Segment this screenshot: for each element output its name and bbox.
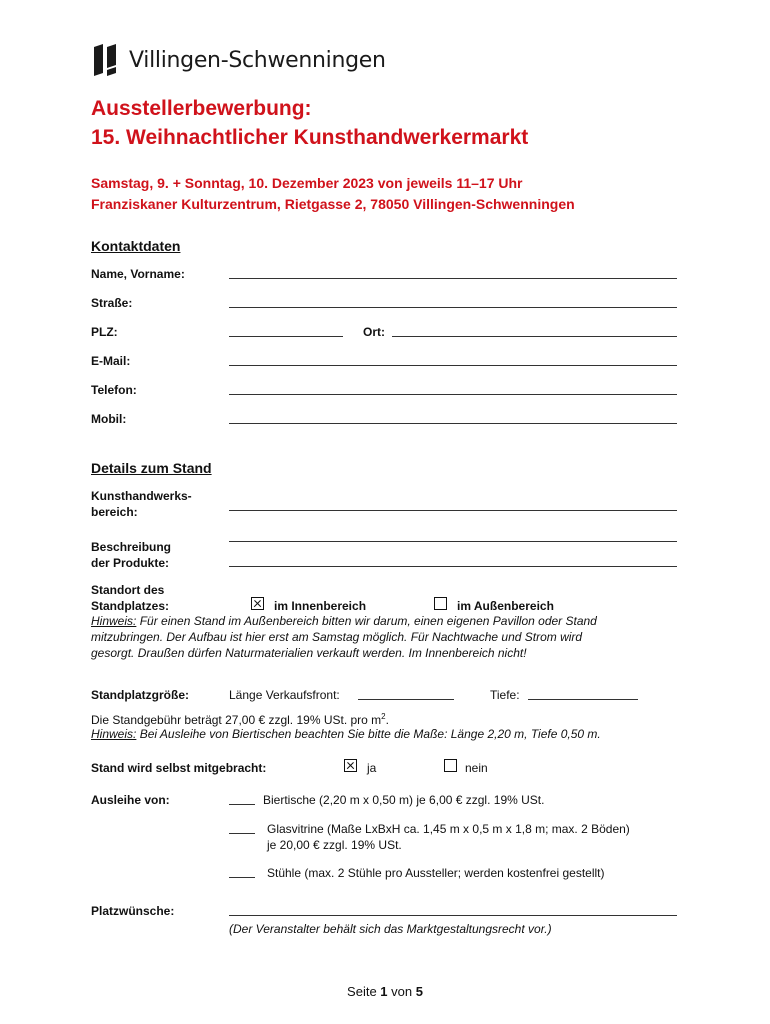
rent-vitrine-line-2: je 20,00 € zzgl. 19% USt. <box>267 838 402 852</box>
description-field-2[interactable] <box>229 566 677 567</box>
rent-vitrine-label <box>267 821 630 853</box>
description-label-line-2: der Produkte: <box>91 556 170 570</box>
page-title <box>91 94 528 152</box>
rent-chairs-field[interactable] <box>229 877 255 878</box>
depth-field[interactable] <box>528 699 638 700</box>
email-field[interactable] <box>229 365 677 366</box>
outdoor-checkbox[interactable] <box>434 597 447 610</box>
indoor-checkbox[interactable] <box>251 597 264 610</box>
title-line-2: 15. Weihnachtlicher Kunsthandwerkermarkt <box>91 126 529 149</box>
length-field[interactable] <box>358 699 454 700</box>
description-field-1[interactable] <box>229 541 677 542</box>
no-checkbox[interactable] <box>444 759 457 772</box>
rent-tables-label: Biertische (2,20 m x 0,50 m) je 6,00 € zzgl. 19% USt. <box>263 793 545 807</box>
contact-heading: Kontaktdaten <box>91 238 181 254</box>
size-label: Standplatzgröße: <box>91 688 189 702</box>
city-logo-icon <box>91 43 121 77</box>
footer-total: 5 <box>415 984 423 999</box>
hint2-label: Hinweis: <box>91 727 137 741</box>
fee-text-main: Die Standgebühr beträgt 27,00 € zzgl. 19% USt. pro m <box>91 713 382 727</box>
own-stand-label: Stand wird selbst mitgebracht: <box>91 761 267 775</box>
description-label <box>91 539 171 571</box>
zip-label: PLZ: <box>91 325 118 339</box>
yes-checkbox[interactable] <box>344 759 357 772</box>
name-label: Name, Vorname: <box>91 267 185 281</box>
logo <box>91 42 386 78</box>
outdoor-hint <box>91 613 681 661</box>
event-location: Franziskaner Kulturzentrum, Rietgasse 2, 78050 Villingen-Schwenningen <box>91 196 575 212</box>
hint-label: Hinweis: <box>91 614 137 628</box>
rent-chairs-label: Stühle (max. 2 Stühle pro Aussteller; werden kostenfrei gestellt) <box>267 866 605 880</box>
rent-vitrine-field[interactable] <box>229 833 255 834</box>
rent-label: Ausleihe von: <box>91 793 170 807</box>
description-label-line-1: Beschreibung <box>91 540 172 554</box>
no-label: nein <box>465 761 488 775</box>
stand-heading: Details zum Stand <box>91 460 212 476</box>
phone-field[interactable] <box>229 394 677 395</box>
mobile-field[interactable] <box>229 423 677 424</box>
page-number <box>0 984 770 999</box>
logo-text: Villingen-Schwenningen <box>129 47 386 73</box>
email-label: E-Mail: <box>91 354 131 368</box>
zip-field[interactable] <box>229 336 343 337</box>
craft-label <box>91 488 192 520</box>
hint-text-1: Für einen Stand im Außenbereich bitten wir darum, einen eigenen Pavillon oder Stand <box>136 614 597 628</box>
rent-vitrine-line-1: Glasvitrine (Maße LxBxH ca. 1,45 m x 0,5 m x 1,8 m; max. 2 Böden) <box>267 822 630 836</box>
street-field[interactable] <box>229 307 677 308</box>
location-label-line-2: Standplatzes: <box>91 599 170 613</box>
event-date: Samstag, 9. + Sonntag, 10. Dezember 2023 von jeweils 11–17 Uhr <box>91 175 523 191</box>
city-field[interactable] <box>392 336 677 337</box>
footer-mid: von <box>387 984 416 999</box>
wish-field[interactable] <box>229 915 677 916</box>
outdoor-label: im Außenbereich <box>457 599 554 613</box>
street-label: Straße: <box>91 296 133 310</box>
yes-label: ja <box>367 761 377 775</box>
location-label-line-1: Standort des <box>91 583 165 597</box>
indoor-label: im Innenbereich <box>274 599 367 613</box>
wish-note: (Der Veranstalter behält sich das Marktgestaltungsrecht vor.) <box>229 922 552 936</box>
table-hint <box>91 726 601 742</box>
event-info <box>91 173 575 215</box>
hint2-text: Bei Ausleihe von Biertischen beachten Sie bitte die Maße: Länge 2,20 m, Tiefe 0,50 m. <box>136 727 601 741</box>
hint-text-3: gesorgt. Draußen dürfen Naturmaterialien verkauft werden. Im Innenbereich nicht! <box>91 646 527 660</box>
hint-text-2: mitzubringen. Der Aufbau ist hier erst am Samstag möglich. Für Nachtwache und Strom wird <box>91 630 583 644</box>
rent-tables-field[interactable] <box>229 804 255 805</box>
city-label: Ort: <box>363 325 385 339</box>
craft-label-line-2: bereich: <box>91 505 138 519</box>
phone-label: Telefon: <box>91 383 137 397</box>
fee-sup: 2 <box>381 712 386 721</box>
title-line-1: Ausstellerbewerbung: <box>91 97 312 120</box>
depth-label: Tiefe: <box>490 688 520 702</box>
footer-prefix: Seite <box>347 984 381 999</box>
wish-label: Platzwünsche: <box>91 904 175 918</box>
name-field[interactable] <box>229 278 677 279</box>
fee-end: . <box>385 713 389 727</box>
footer-page: 1 <box>380 984 388 999</box>
craft-field[interactable] <box>229 510 677 511</box>
location-label <box>91 582 169 614</box>
mobile-label: Mobil: <box>91 412 127 426</box>
craft-label-line-1: Kunsthandwerks- <box>91 489 192 503</box>
length-label: Länge Verkaufsfront: <box>229 688 340 702</box>
